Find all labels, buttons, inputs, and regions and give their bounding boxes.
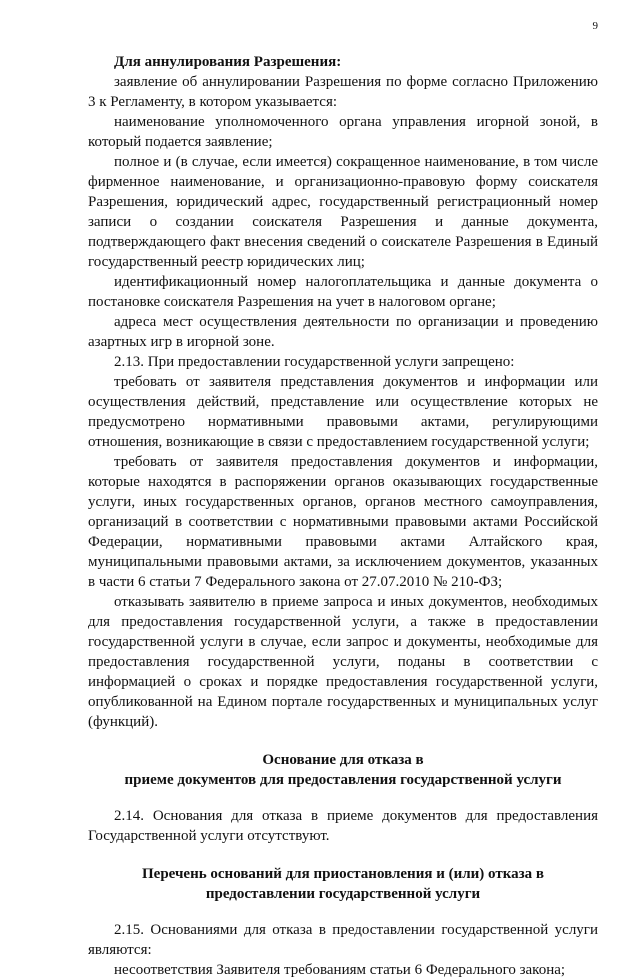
section-title-line: Перечень оснований для приостановления и (или) отказа в — [142, 866, 544, 882]
paragraph: полное и (в случае, если имеется) сокращенное наименование, в том числе фирменное наименование, и организационно-правовую форму соискателя Разрешения, юридический адрес, государственный регистрационный номер записи о создании соискателя Разрешения и данные документа, подтверждающего факт внесения сведений о соискателе Разрешения в Единый государственный реестр юридических лиц; — [88, 154, 598, 270]
section-title-line: предоставлении государственной услуги — [205, 886, 481, 902]
page-number: 9 — [592, 20, 598, 32]
paragraph: 2.14. Основания для отказа в приеме документов для предоставления Государственной услуги отсутствуют. — [88, 808, 598, 844]
paragraph: 2.15. Основаниями для отказа в предоставлении государственной услуги являются: — [88, 922, 598, 958]
document-body — [88, 52, 598, 980]
section-title-refusal-acceptance — [88, 750, 598, 790]
paragraph: несоответствия Заявителя требованиям статьи 6 Федерального закона; — [114, 962, 566, 978]
paragraph: 2.13. При предоставлении государственной услуги запрещено: — [114, 354, 515, 370]
paragraph: отказывать заявителю в приеме запроса и иных документов, необходимых для предоставления государственной услуги, а также в предоставлении государственной услуги в случае, если запрос и документы, необходимые для предоставления государственной услуги, поданы в соответствии с информацией о сроках и порядке предоставления государственной услуги, опубликованной на Едином портале государственных и муниципальных услуг (функций). — [88, 594, 598, 730]
paragraph: требовать от заявителя предоставления документов и информации, которые находятся в распоряжении органов оказывающих государственные услуги, иных государственных органов, органов местного самоуправления, организаций в соответствии с нормативными правовыми актами Российской Федерации, нормативными правовыми актами Алтайского края, муниципальными правовыми актами, за исключением документов, указанных в части 6 статьи 7 Федерального закона от 27.07.2010 № 210-ФЗ; — [88, 454, 598, 590]
subheading-annulment: Для аннулирования Разрешения: — [114, 54, 342, 70]
paragraph: наименование уполномоченного органа управления игорной зоной, в который подается заявление; — [88, 114, 598, 150]
section-title-line: Основание для отказа в — [262, 752, 424, 768]
paragraph: адреса мест осуществления деятельности по организации и проведению азартных игр в игорной зоне. — [88, 314, 598, 350]
section-title-line: приеме документов для предоставления государственной услуги — [124, 772, 562, 788]
paragraph: заявление об аннулировании Разрешения по форме согласно Приложению 3 к Регламенту, в котором указывается: — [88, 74, 598, 110]
paragraph: идентификационный номер налогоплательщика и данные документа о постановке соискателя Разрешения на учет в налоговом органе; — [88, 274, 598, 310]
section-title-refusal-provision — [88, 864, 598, 904]
paragraph: требовать от заявителя представления документов и информации или осуществления действий, представление или осуществление которых не предусмотрено нормативными правовыми актами, регулирующими отношения, возникающие в связи с предоставлением государственной услуги; — [88, 374, 598, 450]
